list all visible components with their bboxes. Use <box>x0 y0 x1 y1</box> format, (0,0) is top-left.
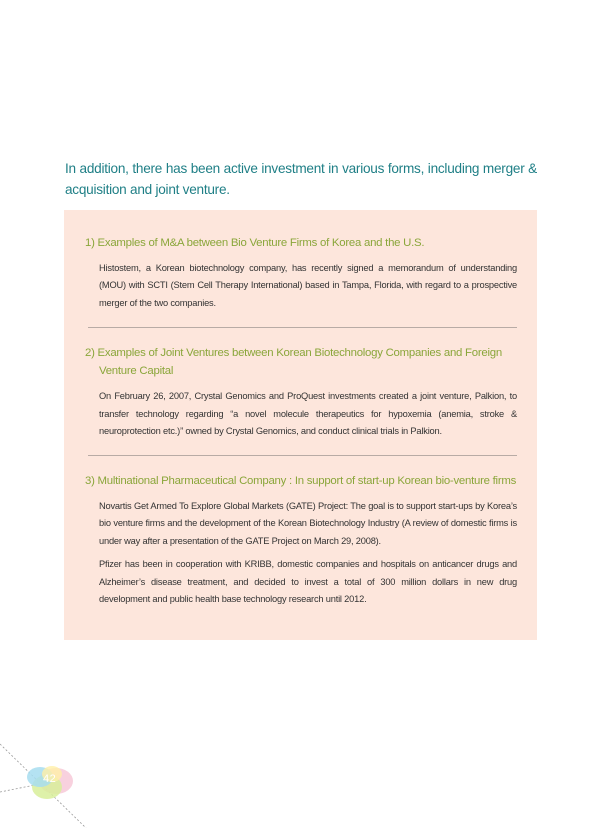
section-divider <box>88 455 517 456</box>
section-multinational <box>64 473 537 609</box>
section-paragraph: On February 26, 2007, Crystal Genomics and ProQuest investments created a joint venture, Palkion, to transfer technology regarding “a novel molecule therapeutics for hypoxemia (anemia, stroke & neuroprotection etc.)” owned by Crystal Genomics, and conduct clinical trials in Palkion. <box>99 391 517 437</box>
page-number: 42 <box>43 773 57 785</box>
section-title-line: 1) Examples of M&A between Bio Venture Firms of Korea and the U.S. <box>85 237 425 249</box>
section-title <box>85 345 525 380</box>
section-title-line: 3) Multinational Pharmaceutical Company : In support of start-up Korean bio-venture firms <box>85 475 517 487</box>
section-paragraph: Pfizer has been in cooperation with KRIBB, domestic companies and hospitals on anticancer drugs and Alzheimer’s disease treatment, and decided to invest a total of 300 million dollars in new drug development and public health base technology research until 2012. <box>99 559 517 605</box>
section-title-line: 2) Examples of Joint Ventures between Korean Biotechnology Companies and Foreign <box>85 347 502 359</box>
section-title <box>85 473 525 491</box>
page-corner-decoration <box>0 730 120 828</box>
section-paragraph: Histostem, a Korean biotechnology company, has recently signed a memorandum of understanding (MOU) with SCTI (Stem Cell Therapy International) based in Tampa, Florida, with regard to a prospective merger of the two companies. <box>99 262 517 308</box>
section-joint-ventures <box>64 345 537 441</box>
section-paragraph: Novartis Get Armed To Explore Global Markets (GATE) Project: The goal is to support start-ups by Korea’s bio venture firms and the development of the Korean Biotechnology Industry (A review of domestic firms is under way after a presentation of the GATE Project on March 29, 2008). <box>99 500 517 546</box>
intro-paragraph: In addition, there has been active investment in various forms, including merger & acquisition and joint venture. <box>65 161 537 197</box>
section-divider <box>88 327 517 328</box>
info-box <box>64 210 537 640</box>
section-ma-examples <box>64 235 537 312</box>
section-title <box>85 235 525 253</box>
section-title-line: Venture Capital <box>99 364 174 377</box>
